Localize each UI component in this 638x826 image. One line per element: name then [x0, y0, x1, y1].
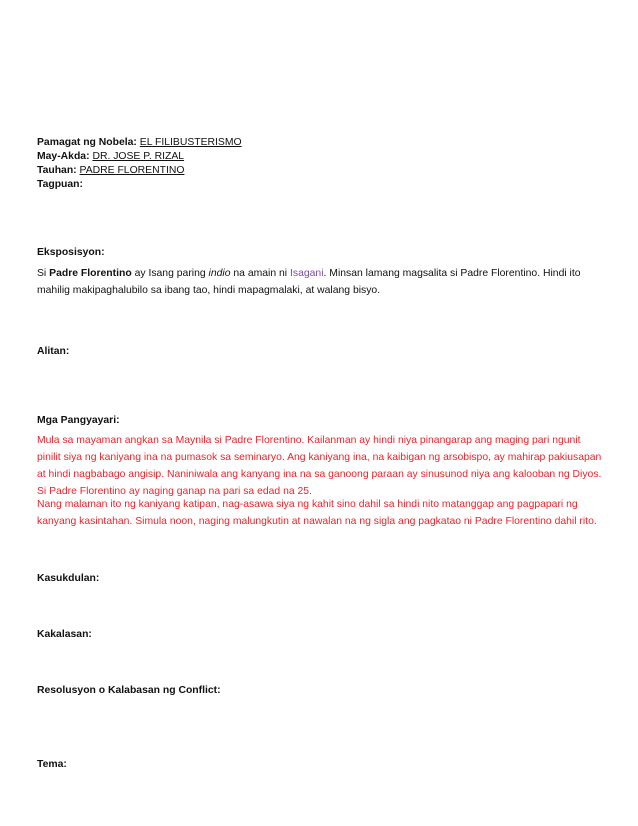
author-label: May-Akda:: [37, 151, 90, 162]
character-value: PADRE FLORENTINO: [79, 165, 185, 176]
eksposisyon-text-part: ay Isang paring: [131, 268, 209, 279]
pangyayari-heading: Mga Pangyayari:: [37, 415, 120, 426]
eksposisyon-text-part: . Minsan lamang magsalita si Padre Florentino. Hindi ito mahilig makipaghalubilo sa ibang tao, hindi mapagmalaki, at walang bisyo.: [37, 268, 581, 296]
character-row: [37, 164, 184, 178]
tema-heading: Tema:: [37, 759, 67, 770]
indio-word: indio: [208, 268, 231, 279]
novel-title-value: EL FILIBUSTERISMO: [139, 137, 242, 148]
eksposisyon-heading: Eksposisyon:: [37, 247, 105, 258]
author-value: DR. JOSE P. RIZAL: [92, 151, 185, 162]
kakalasan-heading: Kakalasan:: [37, 629, 92, 640]
isagani-name: Isagani: [290, 268, 324, 279]
resolusyon-heading: Resolusyon o Kalabasan ng Conflict:: [37, 685, 221, 696]
eksposisyon-text-part: Si: [37, 268, 50, 279]
padre-florentino-name: Padre Florentino: [49, 268, 132, 279]
eksposisyon-text: [37, 265, 603, 299]
novel-title-row: [37, 136, 242, 150]
pangyayari-paragraph-1: Mula sa mayaman angkan sa Maynila si Padre Florentino. Kailanman ay hindi niya pinangarap ang maging pari ngunit pinilit siya ng kaniyang ina na pumasok sa seminaryo. Ang kaniyang ina, na kaibigan ng arsobispo, ay mahirap pakiusapan at hindi nagbabago angisip. Naniniwala ang kanyang ina na sa ganoong paraan ay sinusunod niya ang kalooban ng Diyos. Si Padre Florentino ay naging ganap na pari sa edad na 25.: [37, 435, 602, 497]
alitan-heading: Alitan:: [37, 346, 70, 357]
pangyayari-paragraph-2: Nang malaman ito ng kaniyang katipan, nag-asawa siya ng kahit sino dahil sa hindi nito matanggap ang pagpapari ng kanyang kasintahan. Simula noon, naging malungkutin at nawalan na ng sigla ang pagkatao ni Padre Florentino dahil rito.: [37, 499, 597, 527]
eksposisyon-text-part: na amain ni: [230, 268, 290, 279]
kasukdulan-heading: Kasukdulan:: [37, 573, 100, 584]
novel-title-label: Pamagat ng Nobela:: [37, 137, 137, 148]
setting-label: Tagpuan:: [37, 179, 83, 190]
author-row: [37, 150, 184, 164]
character-label: Tauhan:: [37, 165, 77, 176]
